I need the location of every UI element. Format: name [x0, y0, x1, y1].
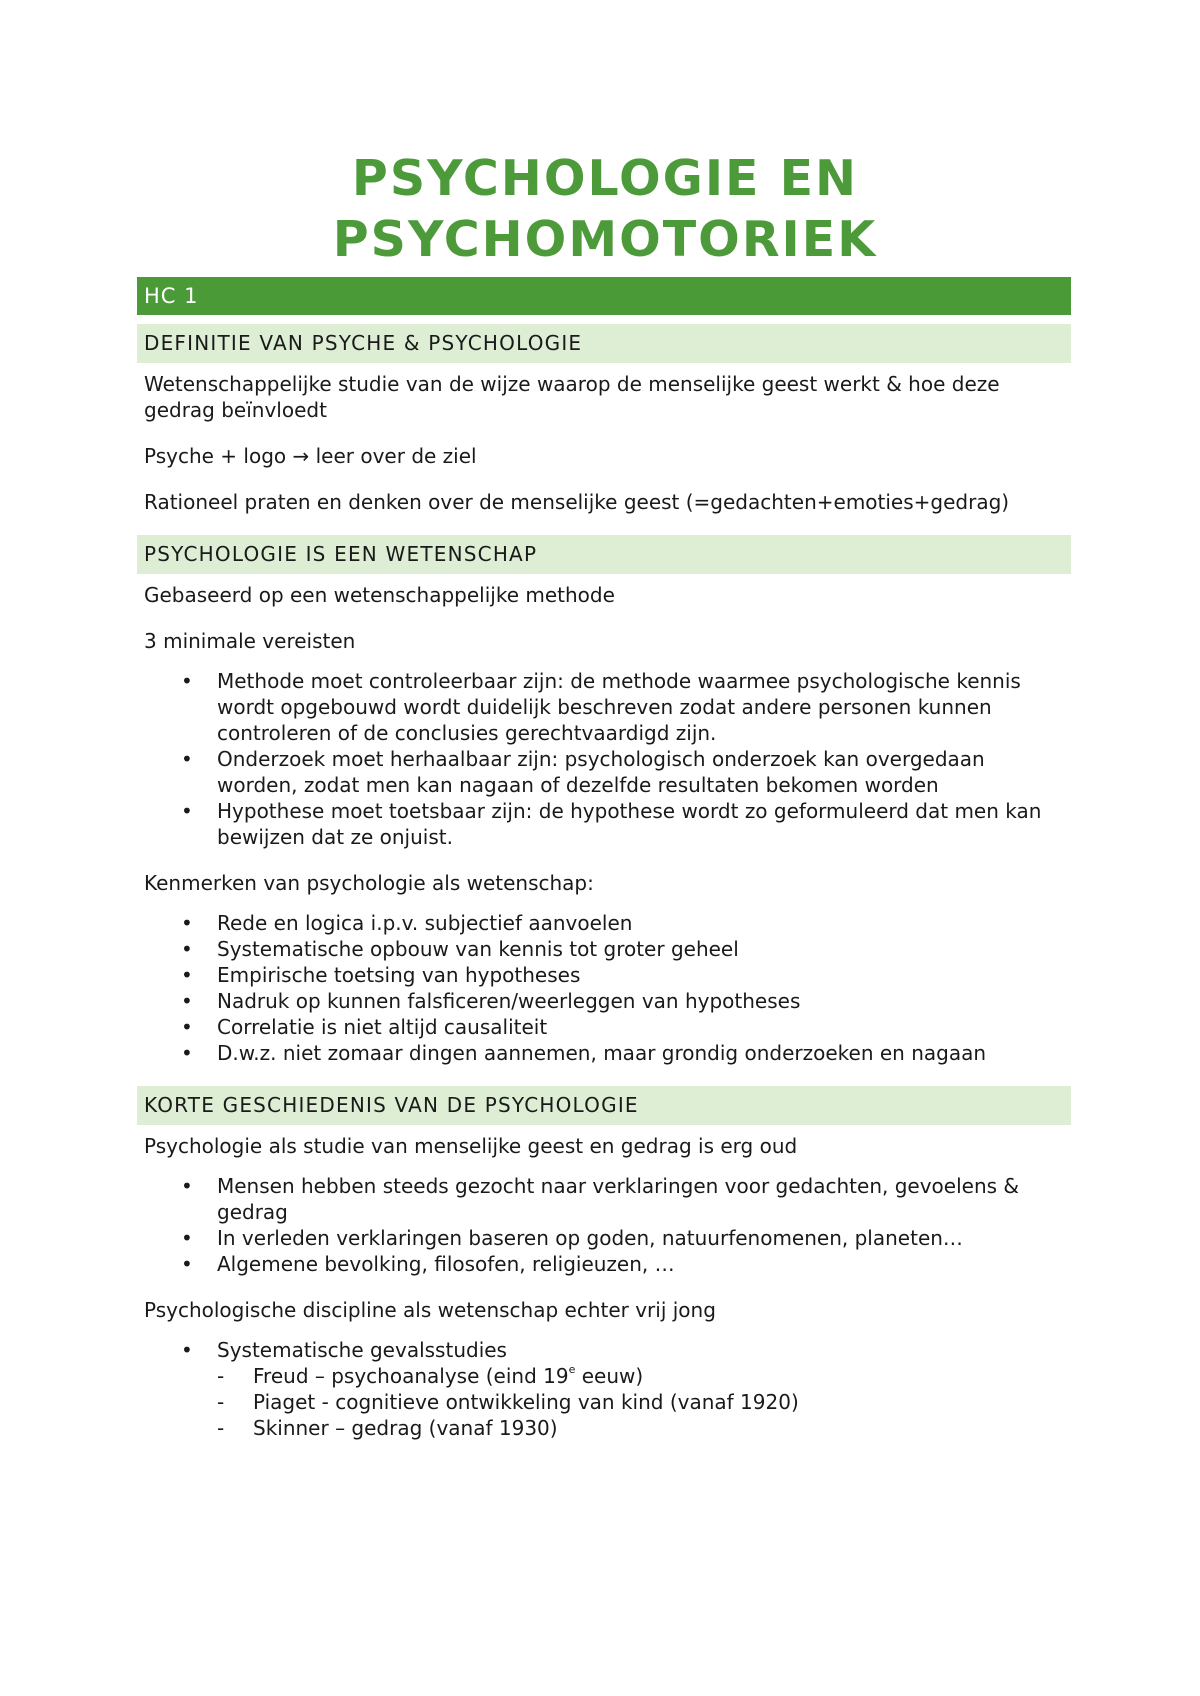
- list-item: [137, 1337, 1071, 1441]
- bullet-list-kenmerken: [137, 910, 1071, 1066]
- document-title: [0, 148, 1200, 270]
- paragraph: Gebaseerd op een wetenschappelijke methode: [144, 583, 615, 607]
- title-line-1: PSYCHOLOGIE EN: [351, 150, 859, 207]
- list-item: • Algemene bevolking, filosofen, religieuzen, …: [137, 1251, 1071, 1277]
- list-item: • Hypothese moet toetsbaar zijn: de hypothese wordt zo geformuleerd dat men kan bewijzen dat ze onjuist.: [137, 798, 1071, 850]
- list-item: • Systematische opbouw van kennis tot groter geheel: [137, 936, 1071, 962]
- sub-list-item-skinner: - Skinner – gedrag (vanaf 1930): [217, 1415, 1071, 1441]
- paragraph: Rationeel praten en denken over de menselijke geest (=gedachten+emoties+gedrag): [144, 490, 1010, 514]
- paragraph: 3 minimale vereisten: [144, 629, 356, 653]
- title-line-2: PSYCHOMOTORIEK: [332, 211, 878, 268]
- list-item-label: Systematische gevalsstudies: [217, 1338, 507, 1362]
- paragraph: Psyche + logo → leer over de ziel: [144, 444, 477, 468]
- list-item: • Empirische toetsing van hypotheses: [137, 962, 1071, 988]
- list-item: • Nadruk op kunnen falsficeren/weerleggen van hypotheses: [137, 988, 1071, 1014]
- section-heading-geschiedenis: KORTE GESCHIEDENIS VAN DE PSYCHOLOGIE: [137, 1086, 1071, 1125]
- section-heading-definitie: DEFINITIE VAN PSYCHE & PSYCHOLOGIE: [137, 324, 1071, 363]
- section-heading-wetenschap: PSYCHOLOGIE IS EEN WETENSCHAP: [137, 535, 1071, 574]
- paragraph: Wetenschappelijke studie van de wijze waarop de menselijke geest werkt & hoe deze gedrag beïnvloedt: [144, 372, 1000, 422]
- sub-list-item-piaget: - Piaget - cognitieve ontwikkeling van kind (vanaf 1920): [217, 1389, 1071, 1415]
- list-item: • In verleden verklaringen baseren op goden, natuurfenomenen, planeten…: [137, 1225, 1071, 1251]
- list-item: • Onderzoek moet herhaalbaar zijn: psychologisch onderzoek kan overgedaan worden, zodat men kan nagaan of dezelfde resultaten bekomen worden: [137, 746, 1071, 798]
- sub-list-gevalsstudies: [217, 1363, 1071, 1441]
- list-item: • Rede en logica i.p.v. subjectief aanvoelen: [137, 910, 1071, 936]
- sub-list-item-freud: - Freud – psychoanalyse (eind 19e eeuw): [217, 1363, 1071, 1389]
- list-item: • D.w.z. niet zomaar dingen aannemen, maar grondig onderzoeken en nagaan: [137, 1040, 1071, 1066]
- paragraph: Psychologische discipline als wetenschap echter vrij jong: [144, 1298, 716, 1322]
- list-item: • Mensen hebben steeds gezocht naar verklaringen voor gedachten, gevoelens & gedrag: [137, 1173, 1071, 1225]
- bullet-list-geschiedenis: [137, 1173, 1071, 1277]
- paragraph: Psychologie als studie van menselijke geest en gedrag is erg oud: [144, 1134, 798, 1158]
- bullet-list-discipline: [137, 1337, 1071, 1441]
- hc-heading-bar: HC 1: [137, 277, 1071, 315]
- bullet-list-vereisten: [137, 668, 1071, 850]
- list-item: • Methode moet controleerbaar zijn: de methode waarmee psychologische kennis wordt opgebouwd wordt duidelijk beschreven zodat andere personen kunnen controleren of de conclusies gerechtvaardigd zijn.: [137, 668, 1071, 746]
- paragraph: Kenmerken van psychologie als wetenschap:: [144, 871, 594, 895]
- list-item: • Correlatie is niet altijd causaliteit: [137, 1014, 1071, 1040]
- document-body: [137, 324, 1071, 1461]
